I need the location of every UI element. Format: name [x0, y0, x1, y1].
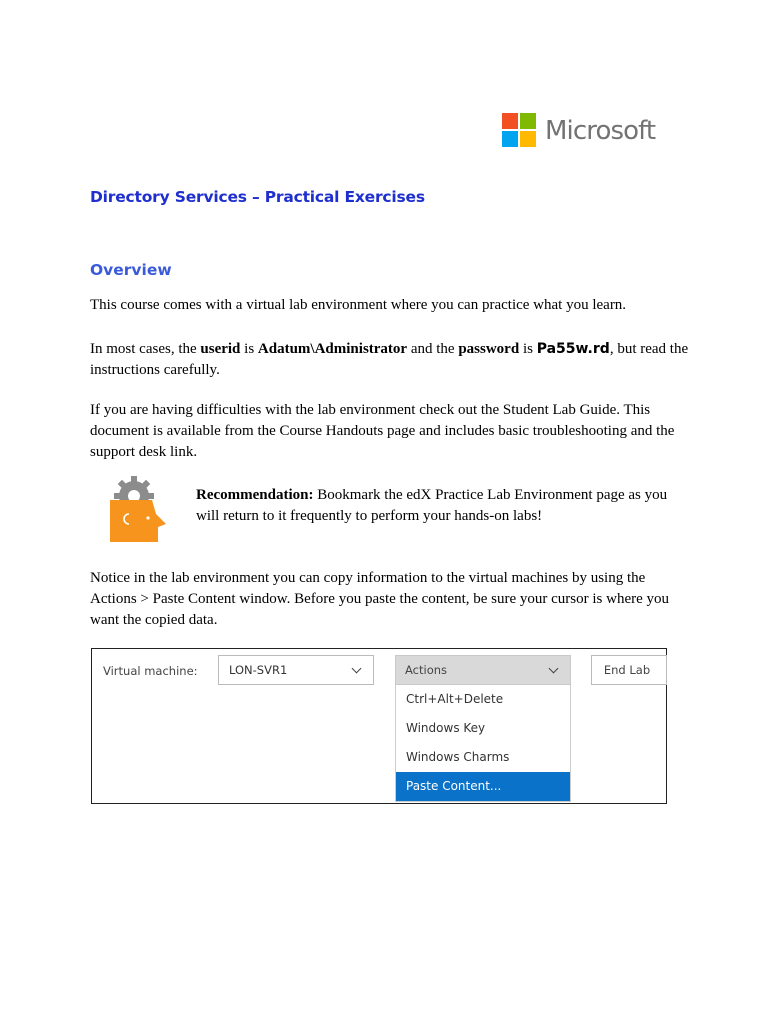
paste-content-paragraph: Notice in the lab environment you can copy information to the virtual machines by using the Actions > Paste Content window. Before you paste the content, be sure your cursor is where you want the copied data.	[90, 570, 670, 628]
menu-item-windows-key[interactable]: Windows Key	[406, 721, 486, 735]
chevron-down-icon	[549, 664, 559, 674]
virtual-machine-select[interactable]	[218, 655, 374, 685]
virtual-machine-value: LON-SVR1	[229, 663, 288, 677]
actions-label: Actions	[405, 663, 448, 677]
recommendation-label: Recommendation:	[196, 487, 314, 503]
head-gear-icon	[106, 474, 170, 544]
lab-toolbar-screenshot	[91, 648, 667, 804]
password-value: Pa55w.rd	[536, 341, 610, 357]
microsoft-logo	[502, 113, 655, 149]
overview-heading: Overview	[90, 261, 172, 279]
actions-dropdown[interactable]	[395, 655, 571, 685]
actions-menu	[395, 685, 571, 802]
userid-label: userid	[200, 341, 241, 357]
menu-item-paste-content[interactable]: Paste Content...	[396, 772, 570, 801]
intro-paragraph: This course comes with a virtual lab environment where you can practice what you learn.	[90, 297, 627, 313]
chevron-down-icon	[352, 664, 362, 674]
userid-value: Adatum\Administrator	[257, 341, 408, 357]
password-label: password	[458, 341, 520, 357]
end-lab-button[interactable]: End Lab	[591, 655, 667, 685]
virtual-machine-label: Virtual machine:	[103, 664, 198, 678]
document-title: Directory Services – Practical Exercises	[90, 188, 425, 206]
menu-item-windows-charms[interactable]: Windows Charms	[406, 750, 510, 764]
microsoft-squares-icon	[502, 113, 536, 149]
menu-item-ctrl-alt-delete[interactable]: Ctrl+Alt+Delete	[406, 692, 504, 706]
recommendation-note: Recommendation: Bookmark the edX Practice Lab Environment page as you will return to it frequently to perform your hands-on labs!	[196, 487, 668, 524]
credentials-paragraph: In most cases, the userid is Adatum\Administrator and the password is Pa55w.rd, but read the instructions carefully.	[90, 341, 689, 378]
microsoft-wordmark: Microsoft	[545, 116, 656, 146]
lab-guide-paragraph: If you are having difficulties with the lab environment check out the Student Lab Guide. This document is available from the Course Handouts page and includes basic troubleshooting and the support desk link.	[90, 402, 675, 460]
